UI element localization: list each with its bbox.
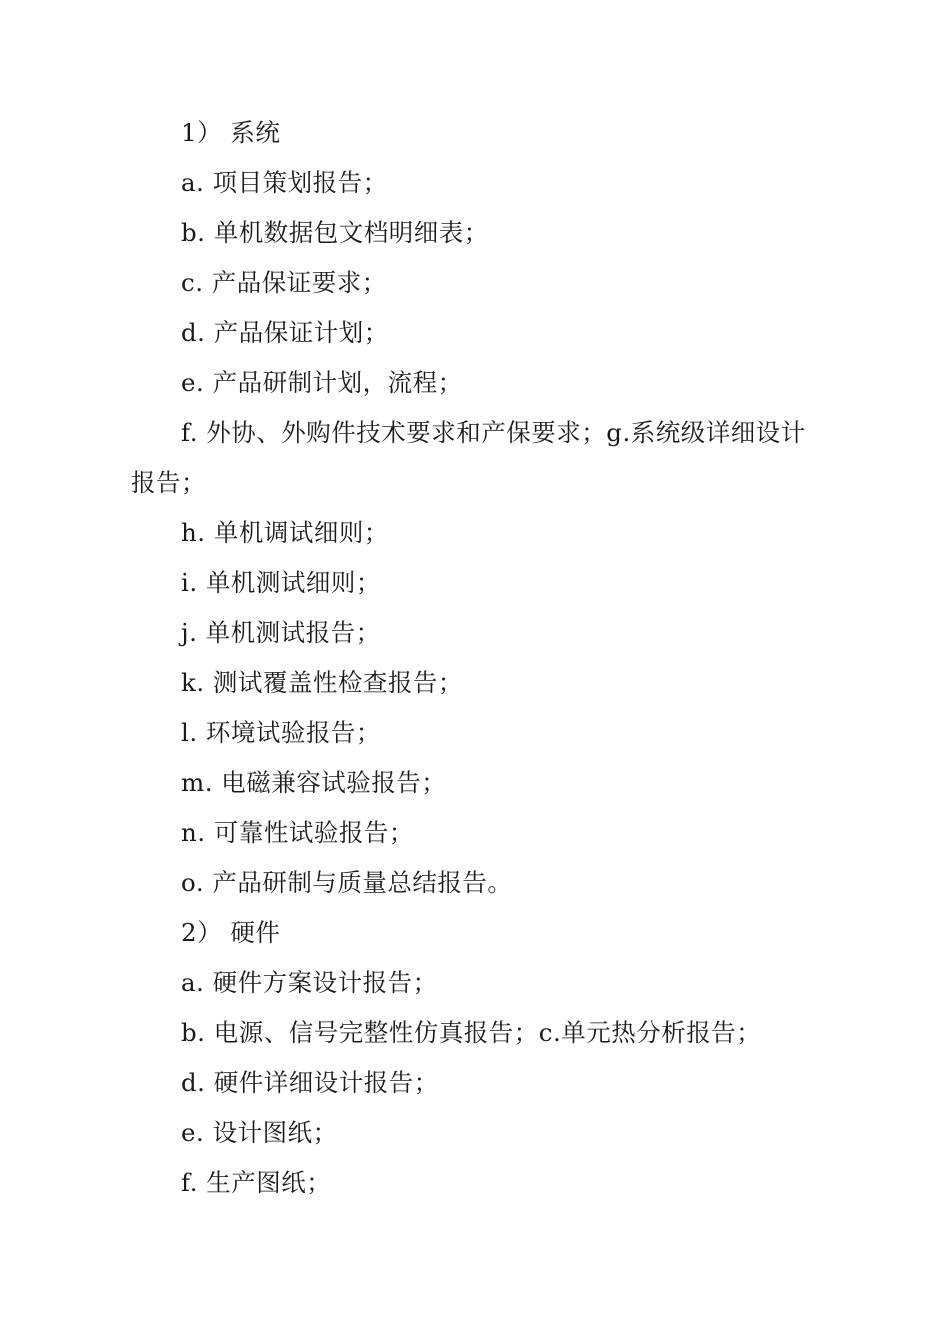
list-item: b. 电源、信号完整性仿真报告；c.单元热分析报告； xyxy=(181,1018,762,1047)
list-item: o. 产品研制与质量总结报告。 xyxy=(181,868,513,897)
list-item: e. 设计图纸； xyxy=(181,1118,338,1147)
list-item: d. 硬件详细设计报告； xyxy=(181,1068,439,1097)
list-item: k. 测试覆盖性检查报告； xyxy=(181,668,463,697)
section-heading-system: 1） 系统 xyxy=(181,118,281,147)
list-item: i. 单机测试细则； xyxy=(181,568,381,597)
document-body xyxy=(131,108,821,1208)
list-item: m. 电磁兼容试验报告； xyxy=(181,768,447,797)
list-item: a. 项目策划报告； xyxy=(181,168,388,197)
list-item: d. 产品保证计划； xyxy=(181,318,389,347)
list-item-wrapped: f. 外协、外购件技术要求和产保要求；g.系统级详细设计报告； xyxy=(131,418,806,497)
list-item: n. 可靠性试验报告； xyxy=(181,818,414,847)
list-item: c. 产品保证要求； xyxy=(181,268,387,297)
section-heading-hardware: 2） 硬件 xyxy=(181,918,281,947)
list-item: j. 单机测试报告； xyxy=(181,618,381,647)
list-item: b. 单机数据包文档明细表； xyxy=(181,218,489,247)
list-item: h. 单机调试细则； xyxy=(181,518,389,547)
list-item: a. 硬件方案设计报告； xyxy=(181,968,438,997)
list-item: l. 环境试验报告； xyxy=(181,718,381,747)
list-item: f. 生产图纸； xyxy=(181,1168,332,1197)
list-item: e. 产品研制计划，流程； xyxy=(181,368,463,397)
